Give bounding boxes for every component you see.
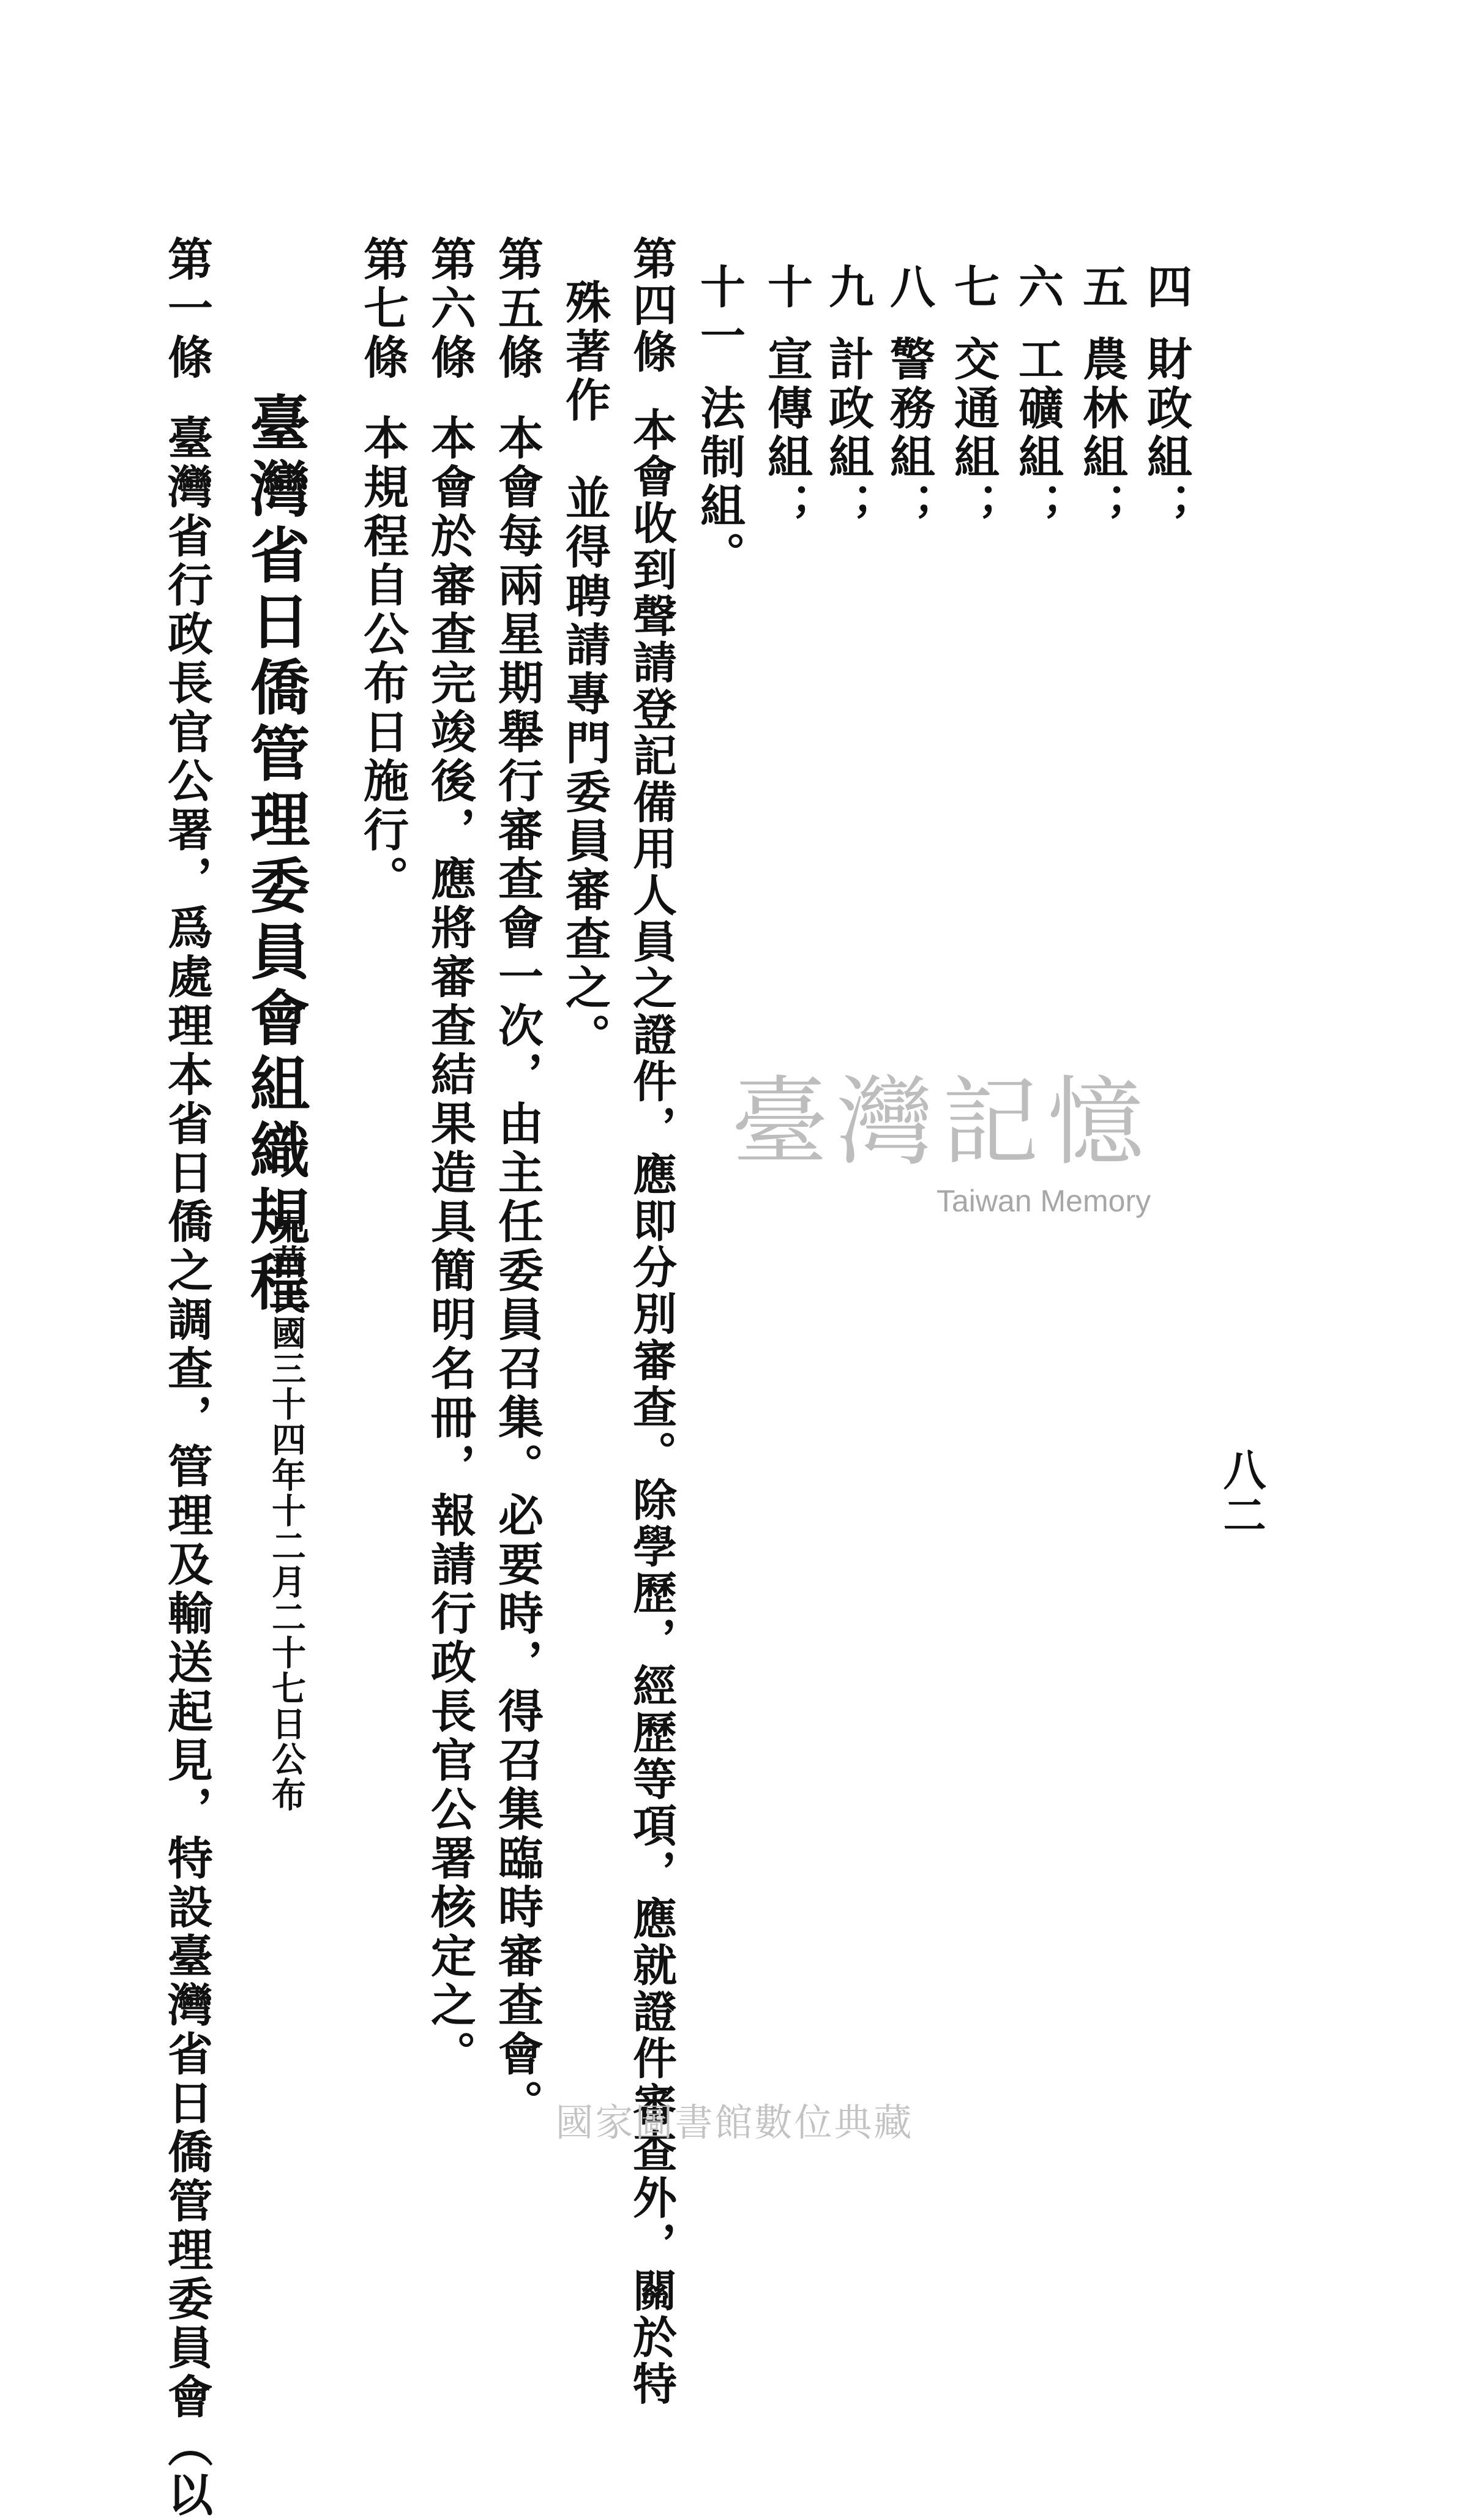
list-item-text: 宣傳組；: [760, 335, 813, 531]
list-item-text: 財政組；: [1140, 335, 1192, 531]
article-5-label: 第五條: [491, 236, 544, 383]
list-item-text: 警務組；: [883, 335, 935, 531]
new-article-1: [160, 236, 213, 2520]
article-4-label: 第四條: [626, 236, 678, 375]
page-number: 八二: [1216, 1448, 1267, 1538]
list-item: [821, 263, 874, 531]
list-item: [1140, 263, 1192, 531]
new-article-1-text: 臺灣省行政長官公署，爲處理本省日僑之調查，管理及輸送起見，特設臺灣省日僑管理委員會（以: [160, 414, 213, 2520]
article-6-text: 本會於審查完竣後，應將審查結果造具簡明名冊，報請行政長官公署核定之。: [424, 414, 476, 2079]
list-item: [1011, 263, 1064, 531]
list-item: [1075, 263, 1128, 531]
list-item-text: 農林組；: [1075, 335, 1128, 531]
list-item-text: 工礦組；: [1011, 335, 1064, 531]
list-item-text: 交通組；: [947, 335, 1000, 531]
list-item-number: 八: [883, 263, 935, 312]
list-item: [693, 263, 746, 580]
watermark-logo: 臺灣記憶: [731, 1066, 1153, 1179]
list-item-number: 七: [947, 263, 1000, 312]
article-4: [626, 236, 678, 2407]
article-5-text: 本會每兩星期舉行審查會一次，由主任委員召集。必要時，得召集臨時審查會。: [491, 414, 544, 2128]
list-item-number: 九: [821, 263, 874, 312]
list-item-text: 計政組；: [821, 335, 874, 531]
article-7: [356, 236, 409, 904]
list-item-number: 五: [1075, 263, 1128, 312]
watermark-subtitle: Taiwan Memory: [936, 1184, 1151, 1218]
article-5: [491, 236, 544, 2128]
article-7-text: 本規程自公布日施行。: [356, 414, 409, 904]
list-item-number: 六: [1011, 263, 1064, 312]
promulgation-date: 中華民國三十四年十二月二十七日公布: [266, 1209, 307, 1812]
list-item: [760, 263, 813, 531]
list-item: [883, 263, 935, 531]
article-6: [424, 236, 476, 2079]
list-item: [947, 263, 1000, 531]
archive-footer: 國家圖書館數位典藏: [555, 2100, 914, 2145]
list-item-number: 十: [760, 263, 813, 312]
watermark: [731, 1066, 1197, 1221]
regulation-title: 臺灣省日僑管理委員會組織規程: [240, 392, 310, 1317]
list-item-number: 四: [1140, 263, 1192, 312]
list-item-text: 法制組。: [693, 384, 746, 580]
article-4-text-continued: 殊著作 並得聘請專門委員審查之。: [558, 279, 611, 1062]
article-4-continued: [558, 279, 611, 1062]
new-article-1-label: 第一條: [160, 236, 213, 383]
article-6-label: 第六條: [424, 236, 476, 383]
list-item-number: 十一: [693, 263, 746, 361]
article-4-text: 本會收到聲請登記備用人員之證件，應即分別審查。除學歷，經歷等項，應就證件審查外，關於特: [626, 407, 678, 2407]
article-7-label: 第七條: [356, 236, 409, 383]
